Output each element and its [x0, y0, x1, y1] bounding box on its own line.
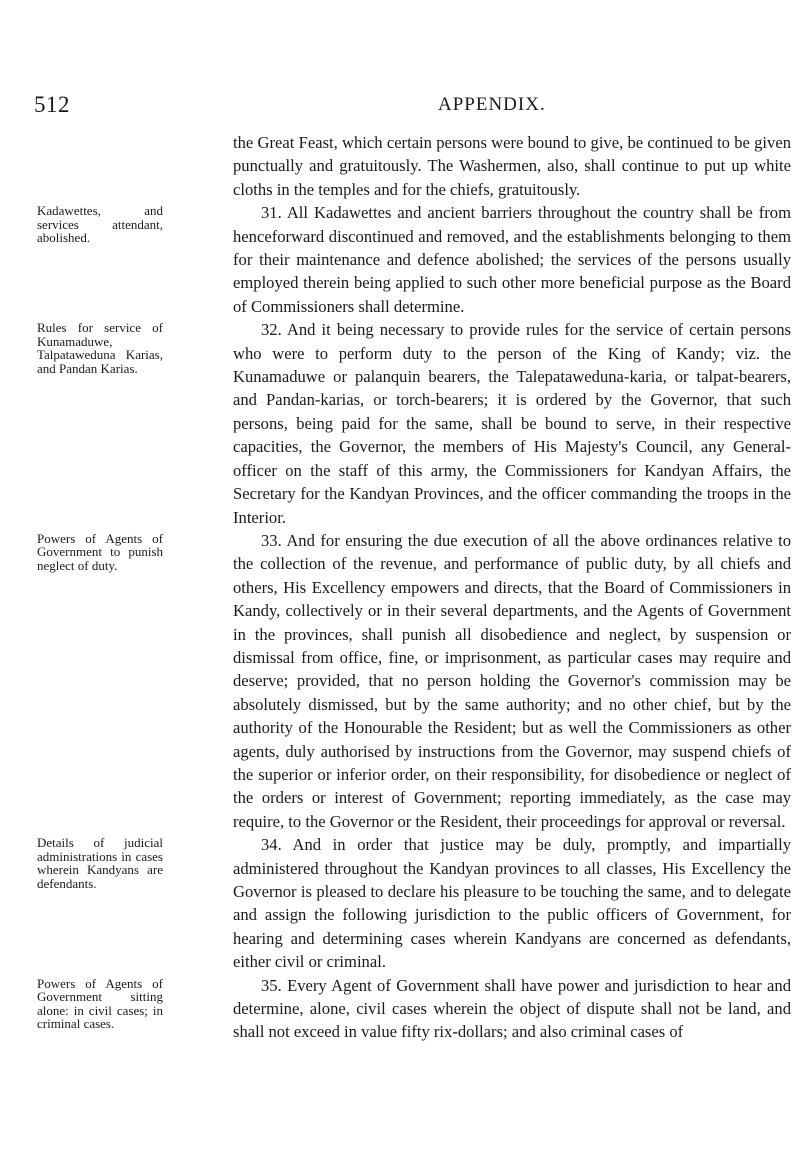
paragraph-continuation: [37, 131, 791, 201]
section-35: [37, 974, 791, 1044]
section-32: [37, 318, 791, 529]
section-33: [37, 529, 791, 833]
side-note: Powers of Agents of Government sitting alone: in civil cases; in criminal cases.: [37, 975, 163, 1032]
paragraph-text: 34. And in order that justice may be duly, promptly, and impartially administered throughout the Kandyan provinces to all classes, His Excellency the Governor is pleased to declare his pleasure to be touching the same, and to delegate and assign the following jurisdiction to the public officers of Government, for hearing and determining cases wherein Kandyans are concerned as defendants, either civil or criminal.: [233, 835, 791, 972]
paragraph-text: 32. And it being necessary to provide rules for the service of certain persons who were to perform duty to the person of the King of Kandy; viz. the Kunamaduwe or palanquin bearers, the Talepataweduna-karia, or talpat-bearers, and Pandan-karias, or torch-bearers; it is ordered by the Governor, that such persons, being paid for the same, shall be bound to serve, in their respective capacities, the Governor, the members of His Majesty's Council, any General-officer on the staff of this army, the Commissioners for Kandyan Affairs, the Secretary for the Kandyan Provinces, and the officer commanding the troops in the Interior.: [233, 320, 791, 527]
paragraph-text: the Great Feast, which certain persons were bound to give, be continued to be given punctually and gratuitously. The Washermen, also, shall continue to put up white cloths in the temples and for the chiefs, gratuitously.: [233, 133, 791, 199]
page-content: [37, 131, 791, 1044]
page-number: 512: [34, 92, 70, 117]
side-note: Details of judicial administrations in cases wherein Kandyans are defendants.: [37, 835, 163, 891]
paragraph-text: 35. Every Agent of Government shall have power and jurisdiction to hear and determine, alone, civil cases wherein the object of dispute shall not be land, and shall not exceed in value fifty rix-dollars; and also criminal cases of: [233, 975, 791, 1042]
section-31: [37, 201, 791, 318]
paragraph-text: 33. And for ensuring the due execution of all the above ordinances relative to the collection of the revenue, and performance of public duty, by all chiefs and others, His Excellency empowers and directs, that the Board of Commissioners in Kandy, collectively or in their several departments, and the Agents of Government in the provinces, shall punish all disobedience and neglect, by suspension or dismissal from office, fine, or imprisonment, as particular cases may require and deserve; provided, that no person holding the Governor's commission may be absolutely dismissed, but by the same authority; and no other chief, but by the authority of the Honourable the Resident; but as well the Commissioners as other agents, duly authorised by instructions from the Governor, may suspend chiefs of the superior or inferior order, on their responsibility, for disobedience or neglect of the orders or interest of Government; reporting immediately, as the case may require, to the Governor or the Resident, their proceedings for approval or reversal.: [233, 530, 791, 831]
side-note: Powers of Agents of Government to punish neglect of duty.: [37, 530, 163, 573]
paragraph-text: 31. All Kadawettes and ancient barriers throughout the country shall be from henceforward discontinued and removed, and the establishments belonging to them for their maintenance and defence abolished; the services of the persons usually employed therein being applied to such other more beneficial purpose as the Board of Commissioners shall determine.: [233, 203, 791, 316]
running-head: [0, 92, 800, 122]
section-34: [37, 833, 791, 973]
side-note: Kadawettes, and services attendant, abolished.: [37, 203, 163, 246]
side-note: Rules for service of Kunamaduwe, Talpataweduna Karias, and Pandan Karias.: [37, 320, 163, 376]
running-title: APPENDIX.: [438, 94, 546, 115]
